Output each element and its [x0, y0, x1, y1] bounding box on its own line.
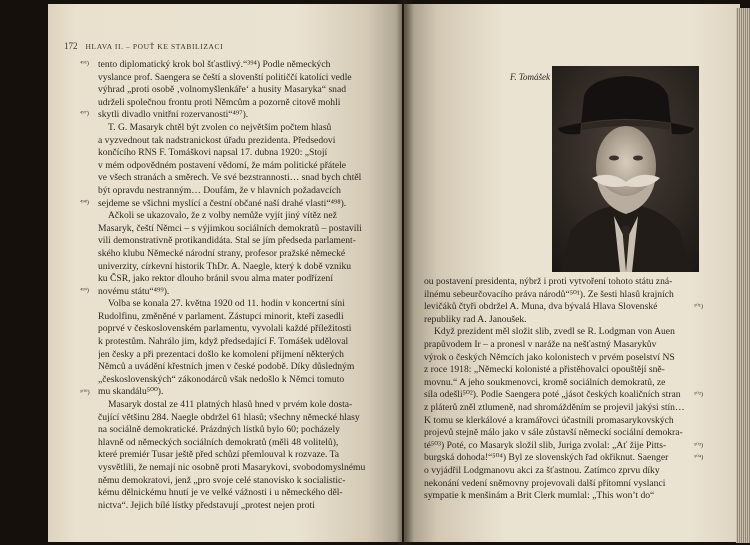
- text-line: hlavně od německých sociálních demokratů (měli 48 volitelů),: [98, 436, 339, 448]
- text-line: z pláterů zněl ztlumeně, nad shromážděním se projevil jakýsi stín…: [424, 401, 685, 413]
- text-line: síla odešli⁵⁰²). Podle Saengera poté „jásot českých koaličních stran: [424, 389, 681, 401]
- text-line: vili demonstrativně protikandidáta. Stal se jím předseda parlament-: [98, 235, 356, 247]
- text-line: a vyzvednout tak nadstranickost úřadu prezidenta. Předsedovi: [98, 134, 336, 146]
- text-line: projevů stejně málo jako v sále zůstavší německí sociální demokra-: [424, 427, 683, 439]
- text-line: být opravdu nestranným… Doufám, že v hlavních požadavcích: [98, 184, 341, 196]
- text-line: Masaryk, čeští Němci – s výjimkou sociálních demokratů – postavili: [98, 222, 362, 234]
- chapter-title: HLAVA II. – POUŤ KE STABILIZACI: [85, 42, 224, 51]
- text-line: sejdeme se všichni myslící a čestní občané naší drahé vlasti“⁴⁹⁸).: [98, 197, 347, 209]
- footnote-marker: ⁴⁹⁸): [80, 198, 89, 206]
- text-line: výhrad „proti osobě ‚volnomyšlenkáře‘ a husity Masaryka“ snad: [98, 84, 347, 96]
- text-line: nictva“. Jejich bílé lístky představují „protest nejen proti: [98, 499, 315, 511]
- text-line: k protestům. Nahrálo jim, když předsedající F. Tomášek uděloval: [98, 336, 349, 348]
- text-line: Masaryk dostal ze 411 platných hlasů hned v prvém kole dosta-: [108, 399, 353, 411]
- text-line: burgská dohoda!“⁵⁰⁴) Byl ze slovenských řad okřiknut. Saenger: [424, 452, 669, 464]
- text-line: té⁵⁰³) Poté, co Masaryk složil slib, Juriga zvolal: „Ať žije Pitts-: [424, 439, 667, 451]
- left-text-block: [98, 59, 386, 512]
- footnote-marker: ⁴⁹⁹): [80, 286, 89, 294]
- text-line: republiky rad A. Janoušek.: [424, 313, 527, 325]
- text-line: mu skandálu⁵⁰⁰).: [98, 386, 164, 398]
- text-line: sympatie k menšinám a Brit Clerk mumlal: „This won’t do“: [424, 490, 655, 502]
- text-line: němu demokratovi, jenž „pro svoje celé stanovisko k socialistic-: [98, 474, 346, 486]
- text-line: výrok o českých Němcích jako kolonistech v prvém poselství NS: [424, 351, 675, 363]
- footnote-marker: ⁴⁹⁵): [80, 60, 89, 67]
- text-line: nekonání vedení sněmovny projevovali další přítomní vyslanci: [424, 477, 666, 489]
- text-line: „československých“ zákonodárců však nedošlo k Němci tomuto: [98, 373, 345, 385]
- text-line: vysvětlili, že nemají nic osobně proti Masarykovi, svobodomyslnému: [98, 462, 366, 473]
- right-text-block: [424, 276, 690, 503]
- text-line: o vyjádřil Lodgmanovu akci za šťastnou. Zatímco zprvu díky: [424, 464, 660, 476]
- text-line: ku ČSR, jako rektor dlouho bránil svou alma mater podřízení: [98, 273, 334, 285]
- text-line: univerzity, církevní historik ThDr. A. Naegle, který k době vzniku: [98, 260, 352, 272]
- text-line: ilnému sebeurčovacího práva národů“⁵⁰¹). Ze šesti hlasů krajních: [424, 288, 674, 300]
- text-line: kému dělnickému hnutí je ve velké vážnosti i u německého děl-: [98, 487, 343, 499]
- footnote-marker: ⁵⁰¹): [694, 303, 703, 311]
- text-line: tento diplomatický krok bol šťastlivý.“³⁹⁴) Podle německých: [98, 59, 331, 70]
- portrait-photo: [552, 66, 699, 272]
- book-gutter: [396, 0, 414, 545]
- footnote-marker: ⁵⁰³): [694, 441, 703, 449]
- running-head: [64, 41, 384, 51]
- text-line: končícího RNS F. Tomáškovi napsal 17. dubna 1920: „Stojí: [98, 147, 328, 159]
- text-line: movnu.“ A jeho soukmenovci, kromě sociálních demokratů, ze: [424, 376, 666, 388]
- text-line: vyslance prof. Saengera se čeští a slovenští političčí katolíci vedle: [98, 71, 352, 83]
- text-line: Němců a uvádění křestních jmen v české podobě. Díky důsledným: [98, 361, 355, 373]
- text-line: Ačkoli se ukazovalo, že z volby nemůže vyjít jiný vítěz než: [108, 210, 337, 222]
- text-line: Volba se konala 27. května 1920 od 11. hodin v koncertní síni: [108, 298, 345, 310]
- footnote-marker: ⁵⁰²): [694, 391, 703, 399]
- page-number: 172: [64, 41, 78, 51]
- text-line: v mém odpovědném postavení vědomí, že mám politické přátele: [98, 159, 347, 171]
- text-line: ve všech stranách a směrech. Ve své bezstrannosti… snad bych chtěl: [98, 172, 362, 184]
- text-line: jen česky a při prezentaci došlo ke komolení příjmení některých: [98, 348, 344, 360]
- photo-caption: F. Tomášek: [510, 72, 551, 82]
- text-line: Když prezident měl složit slib, zvedl se R. Lodgman von Auen: [434, 326, 675, 338]
- text-line: K tomu se klerkálové a kramářovci účastnili promasarykovských: [424, 414, 674, 426]
- text-line: novému státu“⁴⁹⁹).: [98, 285, 170, 297]
- right-page: [404, 4, 740, 542]
- text-line: ou postavení presidenta, nýbrž i proti vytvoření tohoto státu zná-: [424, 276, 673, 287]
- text-line: které premiér Tusar ještě před schůzí přemlouval k rozvaze. Ta: [98, 449, 340, 461]
- page-edges: [736, 8, 750, 543]
- text-line: T. G. Masaryk chtěl být zvolen co největším počtem hlasů: [108, 121, 332, 133]
- text-line: skytli divadlo vnitřní rozervanosti“⁴⁹⁷).: [98, 109, 249, 121]
- text-line: čující většinu 284. Naegle obdržel 61 hlasů; všechny německé hlasy: [98, 411, 360, 423]
- text-line: z roce 1918: „Německí kolonisté a přistěhovalci opouštějí sně-: [424, 364, 665, 376]
- text-line: na sociálně demokratické. Prázdných lístků bylo 60; pocházely: [98, 424, 340, 436]
- left-page: [48, 4, 402, 542]
- footnote-marker: ⁴⁹⁷): [80, 110, 89, 118]
- text-line: levičáků čtyři obdržel A. Muna, dva bývalá Hlava Slovenské: [424, 301, 658, 313]
- text-line: udrželi společnou frontu proti Němcům a pozorně citově mohli: [98, 96, 341, 108]
- text-line: poprvé v československém parlamentu, vyvolali každé příležitosti: [98, 323, 352, 335]
- footnote-marker: ⁵⁰⁴): [694, 454, 704, 462]
- text-line: prapůvodem Ir – a pronesl v naráže na nešťastný Masarykův: [424, 338, 657, 350]
- text-line: Rudolfinu, změněné v parlament. Zástupci minorit, kteří zasedli: [98, 310, 344, 322]
- footnote-marker: ⁵⁰⁰): [80, 388, 90, 396]
- text-line: ského klubu Německé národní strany, profesor pražské německé: [98, 247, 346, 259]
